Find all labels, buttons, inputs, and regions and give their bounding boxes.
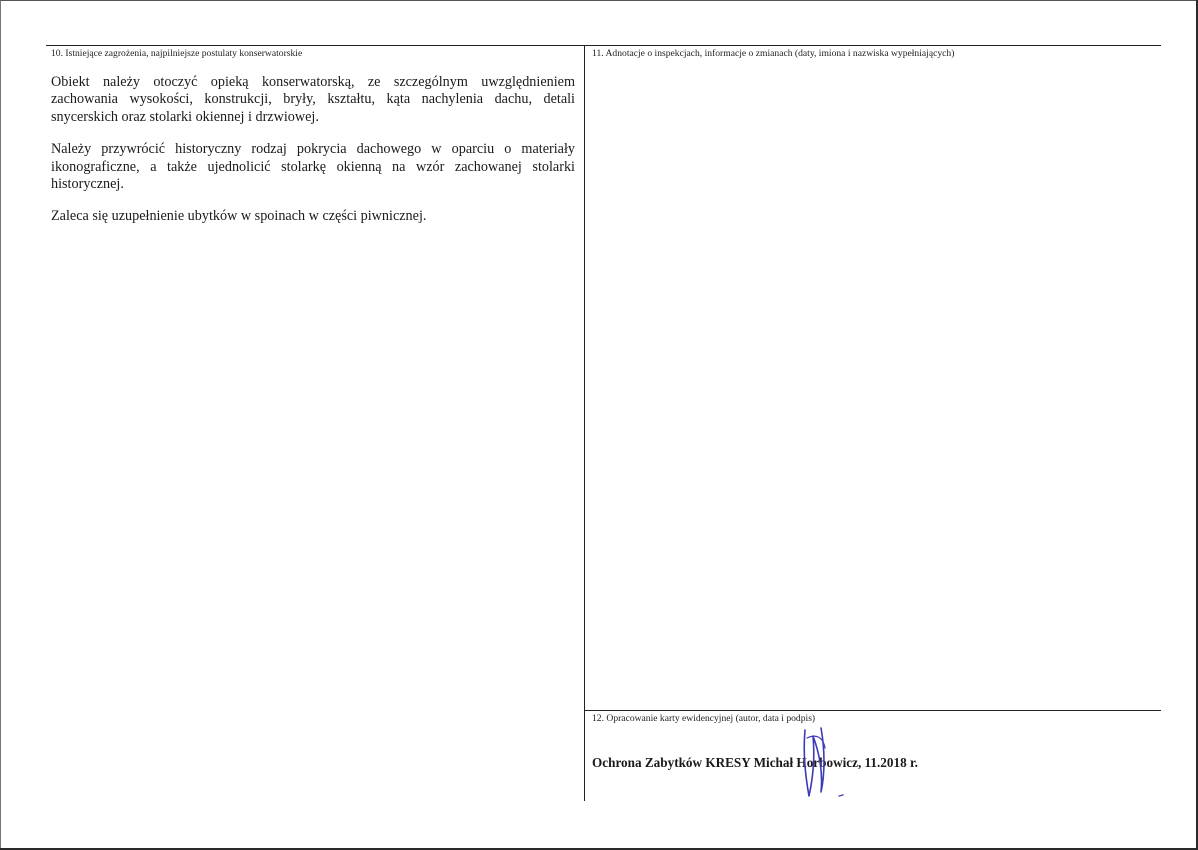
handwritten-signature bbox=[795, 722, 855, 804]
section-12-rule bbox=[584, 710, 1161, 711]
section-10-content bbox=[51, 74, 575, 241]
postulate-paragraph: Zaleca się uzupełnienie ubytków w spoinach w części piwnicznej. bbox=[51, 208, 427, 225]
author-line: Ochrona Zabytków KRESY Michał Horbowicz, 11.2018 r. bbox=[592, 755, 918, 770]
top-rule bbox=[46, 45, 1161, 46]
postulate-paragraph: Obiekt należy otoczyć opieką konserwatorską, ze szczególnym uwzględnieniem zachowania wysokości, konstrukcji, bryły, kształtu, kąta nachylenia dachu, detali snycerskich oraz stolarki okiennej i drzwiowej. bbox=[51, 74, 575, 125]
postulate-paragraph: Należy przywrócić historyczny rodzaj pokrycia dachowego w oparciu o materiały ikonograficzne, a także ujednolicić stolarkę okienną na wzór zachowanej stolarki historycznej. bbox=[51, 141, 575, 193]
column-divider bbox=[584, 45, 585, 801]
section-12-label: 12. Opracowanie karty ewidencyjnej (autor, data i podpis) bbox=[592, 713, 816, 724]
section-10-label: 10. Istniejące zagrożenia, najpilniejsze postulaty konserwatorskie bbox=[51, 48, 303, 59]
section-11-label: 11. Adnotacje o inspekcjach, informacje o zmianach (daty, imiona i nazwiska wypełniających) bbox=[592, 48, 955, 59]
